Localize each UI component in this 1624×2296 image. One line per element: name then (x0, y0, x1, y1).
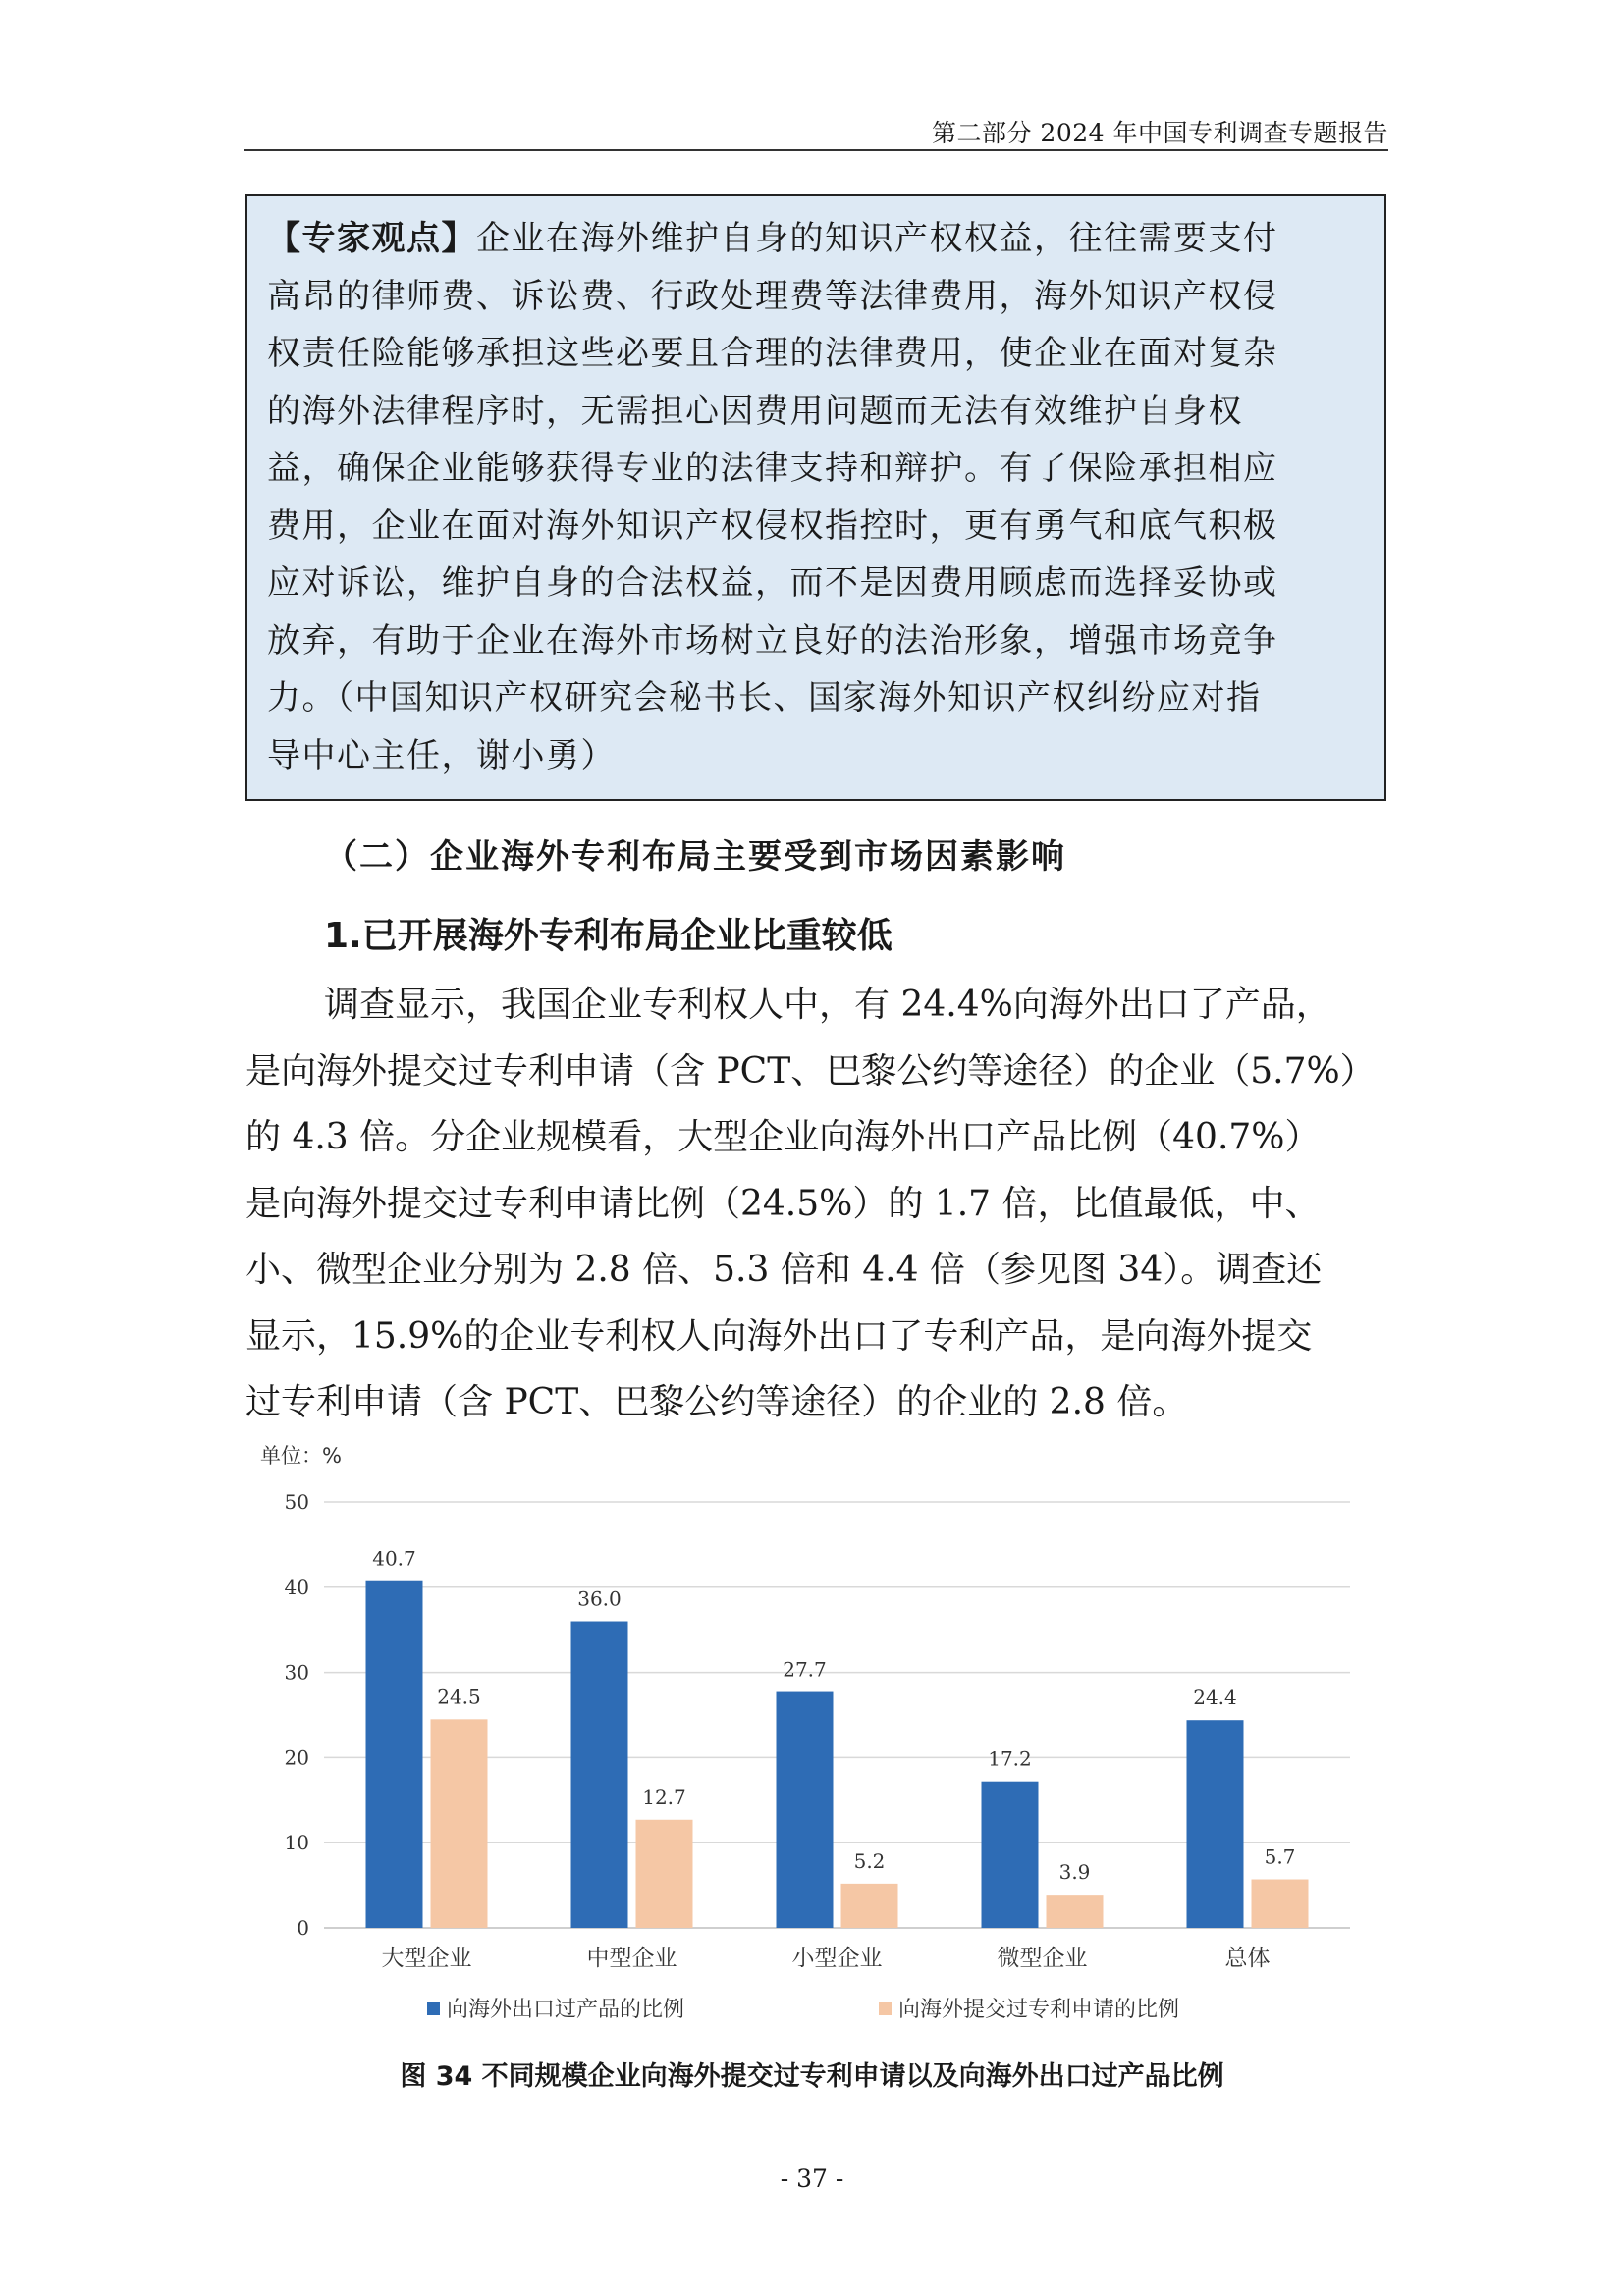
bar-export (1187, 1720, 1244, 1928)
expert-line-8: 放弃，有助于企业在海外市场树立良好的法治形象，增强市场竞争 (267, 620, 1278, 661)
bar-patent (431, 1719, 488, 1928)
expert-opinion-box (245, 194, 1386, 801)
expert-label: 【专家观点】 (267, 219, 476, 258)
figure-caption: 图 34 不同规模企业向海外提交过专利申请以及向海外出口过产品比例 (400, 2061, 1224, 2092)
expert-line-6: 费用，企业在面对海外知识产权侵权指控时，更有勇气和底气积极 (267, 506, 1278, 546)
expert-line-4: 的海外法律程序时，无需担心因费用问题而无法有效维护自身权 (267, 391, 1243, 431)
legend-label: 向海外出口过产品的比例 (447, 1998, 685, 2022)
y-tick-label: 50 (284, 1490, 309, 1514)
y-tick-label: 10 (284, 1831, 309, 1855)
sub-heading: 1.已开展海外专利布局企业比重较低 (324, 916, 893, 956)
header-title: 第二部分 2024 年中国专利调查专题报告 (931, 119, 1388, 147)
legend-swatch (879, 2002, 892, 2015)
chart-unit-label: 单位：% (260, 1444, 342, 1468)
bar-patent (1047, 1895, 1104, 1928)
expert-line-9: 力。（中国知识产权研究会秘书长、国家海外知识产权纠纷应对指 (267, 678, 1262, 718)
x-tick-label: 微型企业 (997, 1946, 1088, 1971)
data-label: 40.7 (372, 1546, 416, 1571)
body-paragraph (245, 972, 1394, 1436)
expert-text: 企业在海外维护自身的知识产权权益，往往需要支付 (476, 219, 1278, 258)
expert-line-3: 权责任险能够承担这些必要且合理的法律费用，使企业在面对复杂 (267, 334, 1278, 373)
y-tick-label: 20 (284, 1745, 309, 1770)
x-tick-label: 中型企业 (586, 1946, 677, 1971)
bar-patent (841, 1884, 898, 1928)
x-tick-label: 大型企业 (381, 1946, 472, 1971)
expert-line-2: 高昂的律师费、诉讼费、行政处理费等法律费用，海外知识产权侵 (267, 276, 1278, 316)
bar-export (571, 1622, 628, 1928)
bar-patent (1252, 1880, 1309, 1928)
data-label: 3.9 (1058, 1860, 1091, 1885)
bar-patent (636, 1820, 693, 1928)
chart-svg (245, 1435, 1384, 2034)
data-label: 5.7 (1264, 1844, 1296, 1869)
data-label: 36.0 (577, 1586, 622, 1611)
data-label: 24.5 (437, 1684, 481, 1709)
section-heading: （二）企业海外专利布局主要受到市场因素影响 (324, 837, 1066, 877)
page-header (244, 110, 1388, 151)
bar-export (366, 1581, 423, 1928)
expert-line-7: 应对诉讼，维护自身的合法权益，而不是因费用顾虑而选择妥协或 (267, 563, 1278, 603)
data-label: 27.7 (783, 1657, 827, 1682)
bar-chart (245, 1435, 1384, 2034)
data-label: 24.4 (1193, 1685, 1237, 1710)
y-tick-label: 40 (284, 1575, 309, 1599)
paragraph-line-2: 是向海外提交过专利申请（含 PCT、巴黎公约等途径）的企业（5.7%） (245, 1050, 1376, 1092)
bar-export (777, 1692, 834, 1928)
paragraph-line-4: 是向海外提交过专利申请比例（24.5%）的 1.7 倍，比值最低，中、 (245, 1183, 1321, 1224)
expert-line-5: 益，确保企业能够获得专业的法律支持和辩护。有了保险承担相应 (267, 449, 1278, 488)
expert-line-10: 导中心主任，谢小勇） (267, 735, 616, 775)
y-tick-label: 0 (297, 1916, 309, 1940)
x-tick-label: 总体 (1224, 1946, 1271, 1971)
legend-label: 向海外提交过专利申请的比例 (898, 1998, 1180, 2022)
bar-export (982, 1782, 1039, 1928)
paragraph-line-6: 显示，15.9%的企业专利权人向海外出口了专利产品，是向海外提交 (245, 1315, 1313, 1357)
y-tick-label: 30 (284, 1660, 309, 1684)
paragraph-line-3: 的 4.3 倍。分企业规模看，大型企业向海外出口产品比例（40.7%） (245, 1117, 1321, 1157)
page-number: - 37 - (780, 2164, 844, 2193)
paragraph-line-7: 过专利申请（含 PCT、巴黎公约等途径）的企业的 2.8 倍。 (245, 1382, 1188, 1422)
x-tick-label: 小型企业 (791, 1946, 883, 1971)
legend-swatch (427, 2002, 440, 2015)
paragraph-line-1: 调查显示，我国企业专利权人中，有 24.4%向海外出口了产品， (324, 985, 1331, 1025)
expert-line-1 (267, 210, 1367, 268)
data-label: 12.7 (642, 1785, 686, 1809)
data-label: 5.2 (853, 1848, 886, 1873)
data-label: 17.2 (988, 1746, 1032, 1771)
paragraph-line-5: 小、微型企业分别为 2.8 倍、5.3 倍和 4.4 倍（参见图 34）。调查还 (245, 1250, 1323, 1290)
